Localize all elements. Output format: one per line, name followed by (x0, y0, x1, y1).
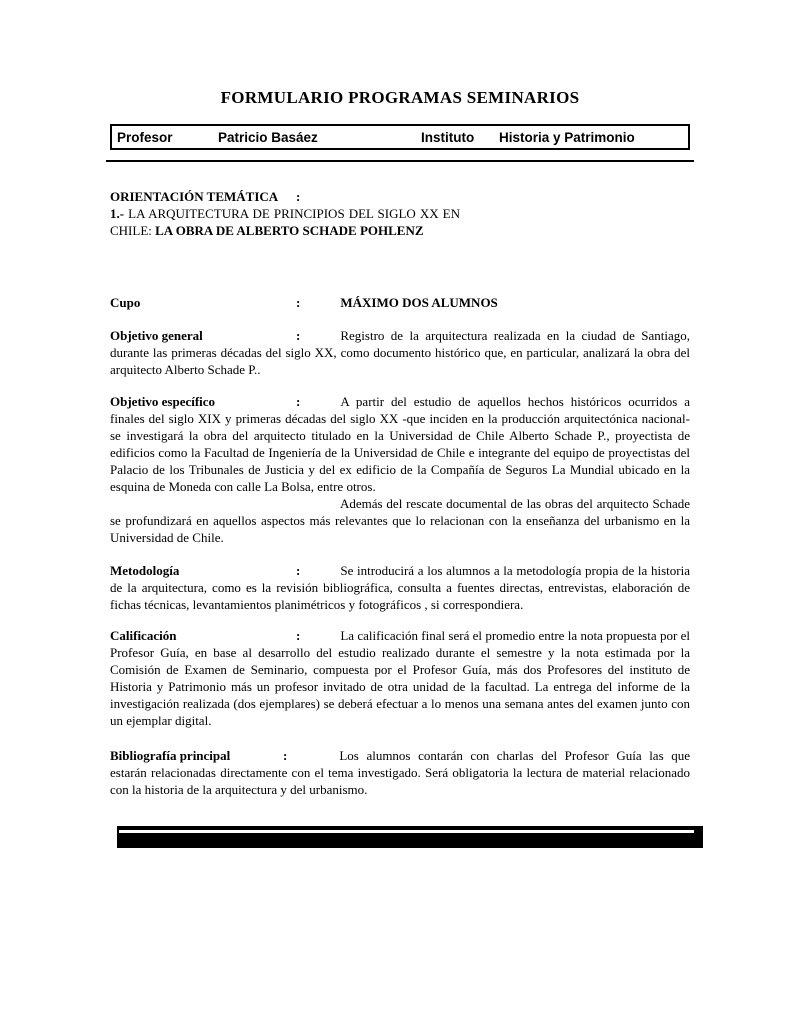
section-calificacion (110, 627, 690, 729)
section-metodologia (110, 562, 690, 613)
section-objetivo-general (110, 327, 690, 378)
orientacion-colon: : (296, 189, 301, 204)
section-orientacion-tematica (110, 188, 690, 239)
objetivo-general-colon: : (296, 328, 301, 343)
horizontal-rule (106, 160, 694, 162)
institute-label: Instituto (421, 129, 475, 145)
cupo-value: MÁXIMO DOS ALUMNOS (340, 295, 498, 310)
metodologia-label: Metodología (110, 563, 180, 578)
objetivo-especifico-continuation: Además del rescate documental de las obras del arquitecto Schade se profundizará en aquellos aspectos más relevantes que lo relacionan con la enseñanza del urbanismo en la Universidad de Chile. (110, 496, 690, 545)
professor-institute-box (110, 124, 690, 150)
metodologia-text: Se introducirá a los alumnos a la metodología propia de la historia de la arquitectura, como es la revisión bibliográfica, consulta a fuentes directas, entrevistas, elaboración de fichas técnicas, levantamientos planimétricos y fotográficos , si correspondiera. (110, 563, 690, 612)
bibliografia-text: Los alumnos contarán con charlas del Profesor Guía las que estarán relacionadas directamente con el tema investigado. Será obligatoria la lectura de material relacionado con la historia de la arquitectura y del urbanismo. (110, 748, 690, 797)
decorative-border-stripe (119, 830, 694, 833)
objetivo-especifico-colon: : (296, 394, 301, 409)
institute-value: Historia y Patrimonio (499, 129, 635, 145)
orientacion-label: ORIENTACIÓN TEMÁTICA (110, 189, 279, 204)
objetivo-general-text: Registro de la arquitectura realizada en la ciudad de Santiago, durante las primeras décadas del siglo XX, como documento histórico que, en particular, analizará la obra del arquitecto Alberto Schade P.. (110, 328, 690, 377)
metodologia-colon: : (296, 563, 301, 578)
section-objetivo-especifico (110, 393, 690, 495)
cupo-label: Cupo (110, 295, 141, 310)
objetivo-especifico-text: A partir del estudio de aquellos hechos históricos ocurridos a finales del siglo XIX y primeras décadas del siglo XX -que inciden en la producción arquitectónica nacional- se investigará la obra del arquitecto titulado en la Universidad de Chile Alberto Schade P., proyectista de edificios como la Facultad de Ingeniería de la Universidad de Chile e integrante del equipo de proyectistas del Palacio de los Tribunales de Justicia y del ex edificio de la Compañía de Seguros La Mundial ubicado en la esquina de Moneda con calle La Bolsa, entre otros. (110, 394, 690, 494)
orientacion-text-bold: LA OBRA DE ALBERTO SCHADE POHLENZ (155, 223, 424, 238)
cupo-colon: : (296, 295, 301, 310)
bibliografia-colon: : (283, 748, 288, 763)
professor-label: Profesor (117, 129, 173, 145)
section-bibliografia (110, 747, 690, 798)
orientacion-text-normal: LA ARQUITECTURA DE PRINCIPIOS DEL SIGLO XX EN CHILE: (110, 206, 461, 238)
calificacion-colon: : (296, 628, 301, 643)
professor-name: Patricio Basáez (218, 129, 318, 145)
decorative-border-bar (117, 826, 703, 848)
orientacion-text (110, 205, 460, 239)
bibliografia-label: Bibliografía principal (110, 748, 231, 763)
calificacion-label: Calificación (110, 628, 177, 643)
calificacion-text: La calificación final será el promedio entre la nota propuesta por el Profesor Guía, en base al desarrollo del estudio realizado durante el semestre y la nota estimada por la Comisión de Examen de Seminario, compuesta por el Profesor Guía, más dos Profesores del instituto de Historia y Patrimonio más un profesor invitado de otra unidad de la facultad. La entrega del informe de la investigación realizada (dos ejemplares) se deberá efectuar a lo menos una semana antes del examen junto con un ejemplar digital. (110, 628, 690, 728)
orientacion-number: 1.- (110, 206, 125, 221)
section-cupo (110, 294, 690, 311)
objetivo-especifico-label: Objetivo específico (110, 394, 216, 409)
objetivo-general-label: Objetivo general (110, 328, 203, 343)
page-title: FORMULARIO PROGRAMAS SEMINARIOS (220, 88, 580, 107)
